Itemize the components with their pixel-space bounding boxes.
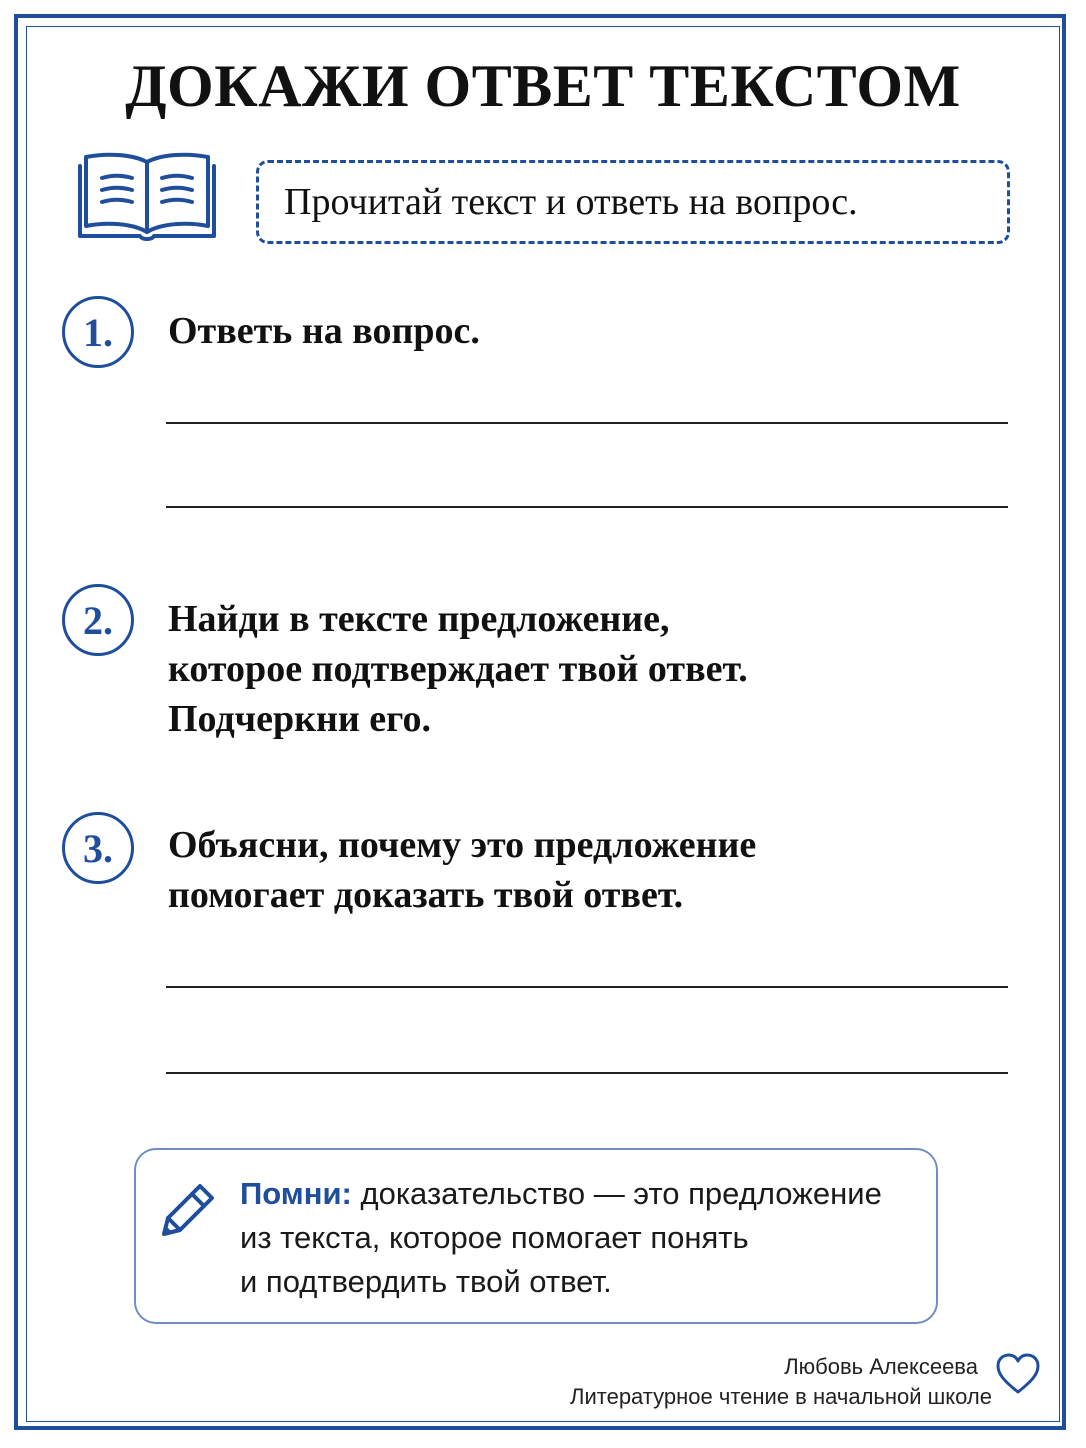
task-2-line: Подчеркни его. (168, 698, 431, 740)
answer-line-1[interactable] (166, 422, 1008, 424)
reminder-text (240, 1172, 930, 1304)
task-2-line: которое подтверждает твой ответ. (168, 648, 748, 690)
task-1-line: Ответь на вопрос. (168, 310, 480, 352)
reminder-line-3: и подтвердить твой ответ. (240, 1264, 612, 1299)
open-book-icon (76, 148, 218, 244)
pencil-icon (152, 1176, 222, 1246)
reminder-line-1: доказательство — это предложение (360, 1176, 882, 1211)
task-1-text (168, 306, 480, 356)
task-2-number: 2. (62, 584, 134, 656)
page-title: ДОКАЖИ ОТВЕТ ТЕКСТОМ (125, 53, 961, 119)
subject-name: Литературное чтение в начальной школе (570, 1384, 992, 1409)
task-3-line: Объясни, почему это предложение (168, 824, 757, 866)
answer-line-4[interactable] (166, 1072, 1008, 1074)
reminder-label: Помни: (240, 1176, 352, 1211)
task-3-text (168, 820, 756, 920)
reminder-line-2: из текста, которое помогает понять (240, 1220, 749, 1255)
answer-line-2[interactable] (166, 506, 1008, 508)
task-3-number: 3. (62, 812, 134, 884)
task-1-number: 1. (62, 296, 134, 368)
author-name: Любовь Алексеева (784, 1354, 978, 1379)
task-2-line: Найди в тексте предложение, (168, 598, 670, 640)
task-3-line: помогает доказать твой ответ. (168, 874, 684, 916)
answer-line-3[interactable] (166, 986, 1008, 988)
task-2-text (168, 594, 748, 744)
instruction-text: Прочитай текст и ответь на вопрос. (284, 181, 858, 223)
heart-icon (994, 1350, 1042, 1398)
